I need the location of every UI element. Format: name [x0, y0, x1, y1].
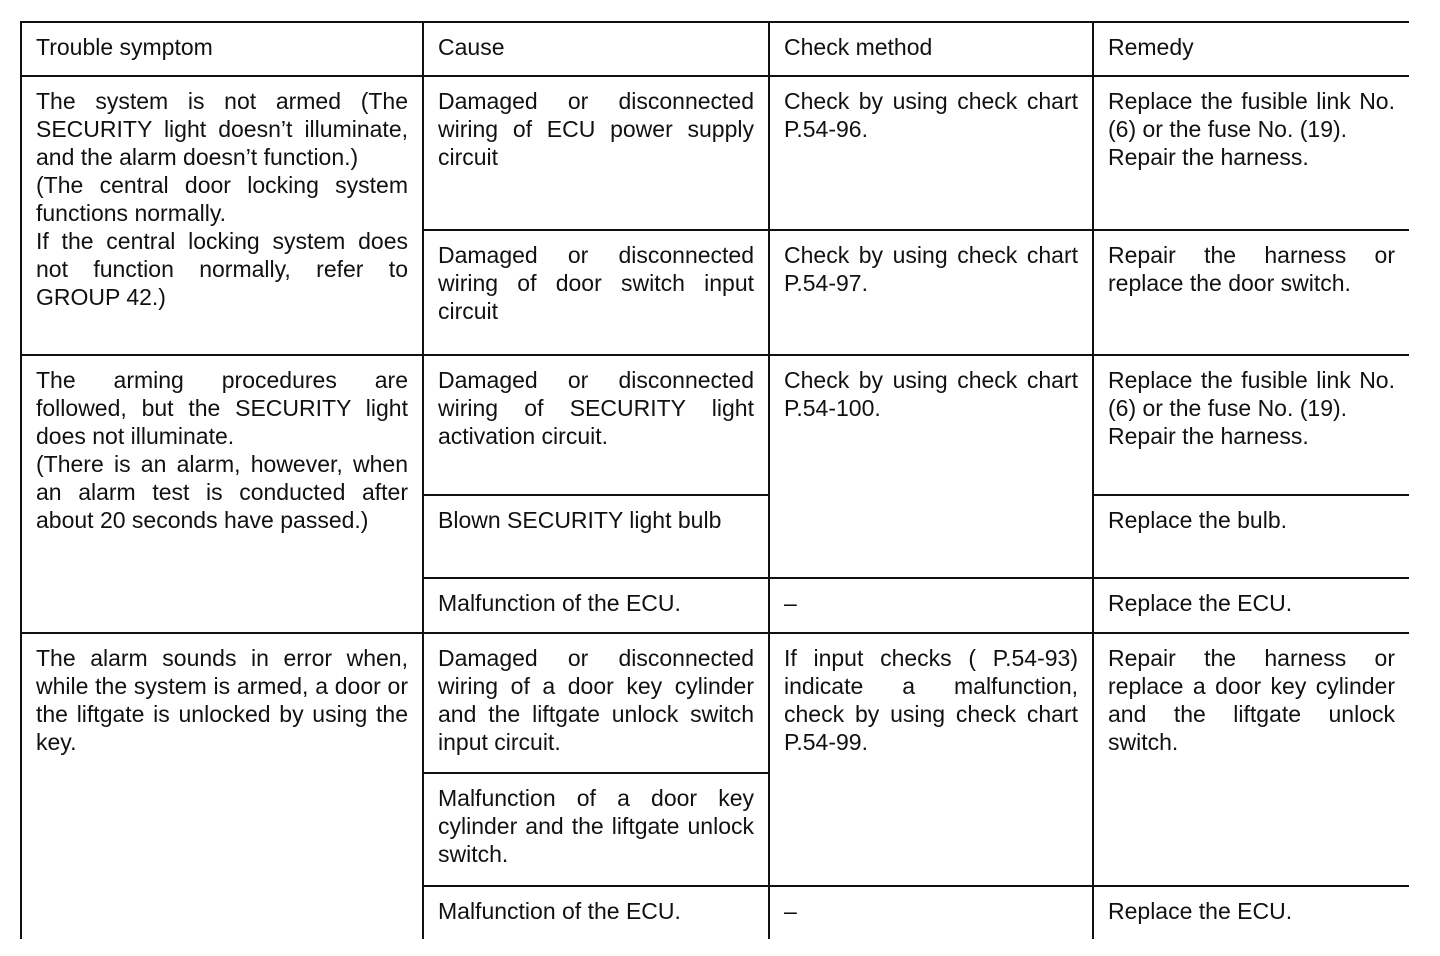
cause-text: Malfunction of the ECU.	[438, 590, 681, 616]
header-check-method	[769, 22, 1093, 76]
remedy-cell	[1093, 578, 1409, 633]
check-method-text: –	[784, 590, 797, 616]
symptom-text: The system is not armed (The SECURITY light doesn’t illuminate, and the alarm doesn’t function.) (The central door locking system functions normally. If the central locking system does not function normally, refer to GROUP 42.)	[36, 88, 408, 310]
cause-text: Damaged or disconnected wiring of SECURITY light activation circuit.	[438, 367, 754, 449]
header-trouble-symptom	[21, 22, 423, 76]
header-cause-text: Cause	[438, 34, 505, 60]
header-check-method-text: Check method	[784, 34, 933, 60]
check-method-text: Check by using check chart P.54-96.	[784, 88, 1078, 142]
cause-text: Malfunction of a door key cylinder and the liftgate unlock switch.	[438, 785, 754, 867]
header-trouble-symptom-text: Trouble symptom	[36, 34, 213, 60]
table-row	[21, 355, 1409, 495]
check-method-text: If input checks ( P.54-93) indicate a malfunction, check by using check chart P.54-99.	[784, 645, 1078, 755]
remedy-text: Replace the fusible link No. (6) or the fuse No. (19). Repair the harness.	[1108, 367, 1395, 449]
symptom-cell	[21, 355, 423, 633]
check-method-cell	[769, 355, 1093, 578]
cause-cell	[423, 355, 769, 495]
cause-cell	[423, 773, 769, 886]
check-method-cell	[769, 886, 1093, 939]
remedy-cell	[1093, 886, 1409, 939]
cause-cell	[423, 495, 769, 578]
remedy-text: Replace the ECU.	[1108, 590, 1293, 616]
check-method-cell	[769, 633, 1093, 886]
symptom-cell	[21, 633, 423, 939]
check-method-text: Check by using check chart P.54-97.	[784, 242, 1078, 296]
symptom-cell	[21, 76, 423, 355]
cause-cell	[423, 578, 769, 633]
remedy-text: Replace the bulb.	[1108, 507, 1288, 533]
cause-cell	[423, 886, 769, 939]
cause-cell	[423, 633, 769, 773]
header-cause	[423, 22, 769, 76]
cause-cell	[423, 76, 769, 230]
header-remedy-text: Remedy	[1108, 34, 1194, 60]
check-method-cell	[769, 230, 1093, 355]
remedy-text: Repair the harness or replace the door switch.	[1108, 242, 1395, 296]
check-method-cell	[769, 578, 1093, 633]
table-row	[21, 76, 1409, 230]
troubleshooting-page	[20, 21, 1409, 939]
remedy-text: Repair the harness or replace a door key cylinder and the liftgate unlock switch.	[1108, 645, 1395, 755]
cause-text: Damaged or disconnected wiring of door switch input circuit	[438, 242, 754, 324]
remedy-text: Replace the ECU.	[1108, 898, 1293, 924]
cause-cell	[423, 230, 769, 355]
header-row	[21, 22, 1409, 76]
check-method-cell	[769, 76, 1093, 230]
remedy-cell	[1093, 76, 1409, 230]
remedy-text: Replace the fusible link No. (6) or the fuse No. (19). Repair the harness.	[1108, 88, 1395, 170]
cause-text: Damaged or disconnected wiring of a door key cylinder and the liftgate unlock switch input circuit.	[438, 645, 754, 755]
cause-text: Malfunction of the ECU.	[438, 898, 681, 924]
symptom-text: The arming procedures are followed, but the SECURITY light does not illuminate. (There is an alarm, however, when an alarm test is conducted after about 20 seconds have passed.)	[36, 367, 408, 533]
remedy-cell	[1093, 230, 1409, 355]
remedy-cell	[1093, 355, 1409, 495]
header-remedy	[1093, 22, 1409, 76]
remedy-cell	[1093, 633, 1409, 886]
cause-text: Blown SECURITY light bulb	[438, 507, 722, 533]
remedy-cell	[1093, 495, 1409, 578]
troubleshooting-table	[20, 21, 1409, 939]
table-row	[21, 633, 1409, 773]
check-method-text: –	[784, 898, 797, 924]
cause-text: Damaged or disconnected wiring of ECU power supply circuit	[438, 88, 754, 170]
symptom-text: The alarm sounds in error when, while the system is armed, a door or the liftgate is unlocked by using the key.	[36, 645, 408, 755]
check-method-text: Check by using check chart P.54-100.	[784, 367, 1078, 421]
